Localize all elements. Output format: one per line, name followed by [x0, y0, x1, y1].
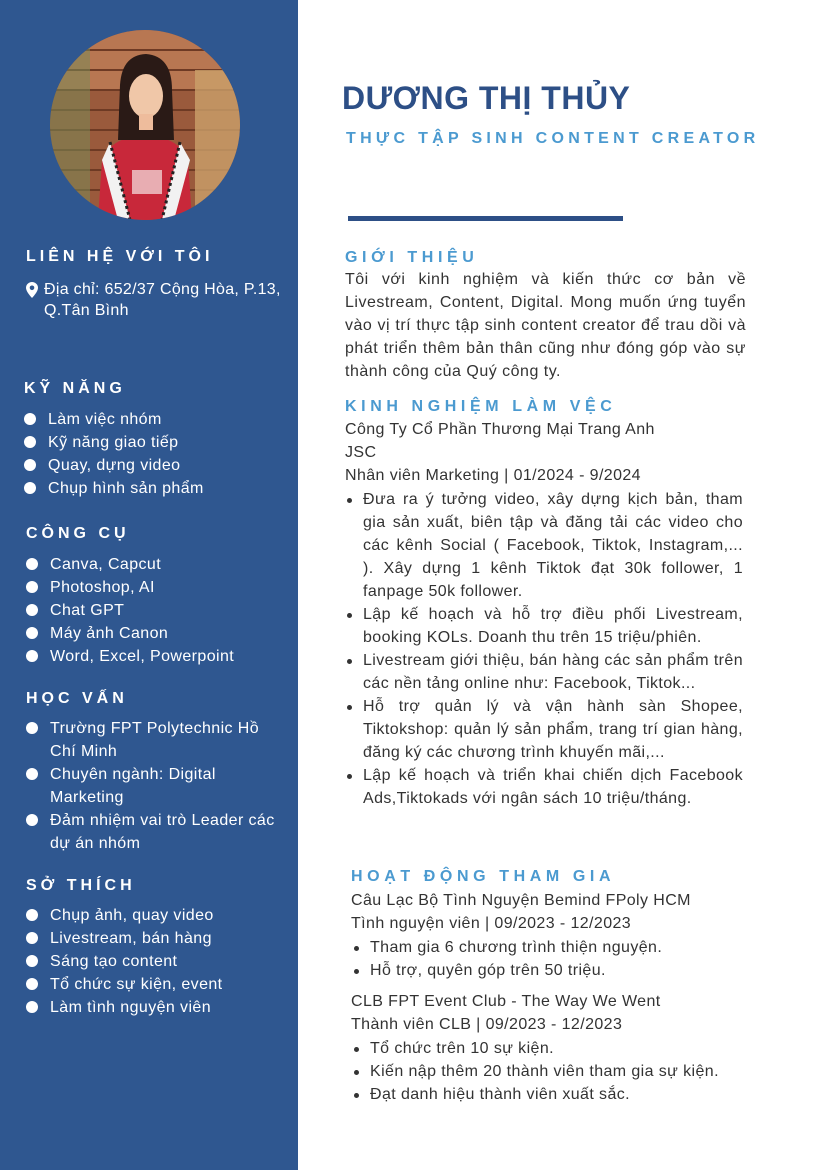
tool-item: Chat GPT	[26, 599, 234, 622]
activity-bullets	[352, 936, 772, 982]
tools-heading: CÔNG CỤ	[26, 525, 130, 542]
skill-item: Làm việc nhóm	[24, 408, 204, 431]
activity-bullets	[352, 1037, 772, 1106]
hobby-item: Tổ chức sự kiện, event	[26, 973, 223, 996]
address-text: Địa chỉ: 652/37 Cộng Hòa, P.13, Q.Tân Bình	[44, 281, 281, 319]
tool-item: Canva, Capcut	[26, 553, 234, 576]
skill-item: Kỹ năng giao tiếp	[24, 431, 204, 454]
skills-heading: KỸ NĂNG	[24, 380, 126, 397]
education-item: Trường FPT Polytechnic Hồ Chí Minh	[26, 717, 276, 763]
tools-list	[26, 553, 234, 668]
about-text: Tôi với kinh nghiệm và kiến thức cơ bản về Livestream, Content, Digital. Mong muốn ứng tuyển vào vị trí thực tập sinh content creator để trau dồi và phát triển thêm bản thân cũng như đóng góp vào sự thành công của Quý công ty.	[345, 271, 746, 380]
activity-bullet: Tham gia 6 chương trình thiện nguyện.	[352, 936, 772, 959]
hobby-item: Sáng tạo content	[26, 950, 223, 973]
hobbies-heading: SỞ THÍCH	[26, 877, 136, 894]
education-heading: HỌC VẤN	[26, 690, 128, 707]
profile-photo	[50, 30, 240, 220]
activity-bullet: Hỗ trợ, quyên góp trên 50 triệu.	[352, 959, 772, 982]
profile-photo-illustration	[50, 30, 240, 220]
activity-bullet: Đạt danh hiệu thành viên xuất sắc.	[352, 1083, 772, 1106]
candidate-name: DƯƠNG THỊ THỦY	[342, 80, 631, 116]
about-heading: GIỚI THIỆU	[345, 249, 479, 266]
activity-role: Tình nguyện viên | 09/2023 - 12/2023	[351, 915, 632, 932]
activity-org: CLB FPT Event Club - The Way We Went	[351, 993, 661, 1010]
tool-item: Máy ảnh Canon	[26, 622, 234, 645]
tool-item: Word, Excel, Powerpoint	[26, 645, 234, 668]
contact-address	[26, 279, 294, 321]
location-pin-icon	[26, 282, 38, 298]
experience-bullet: Lập kế hoạch và triển khai chiến dịch Facebook Ads,Tiktokads với ngân sách 10 triệu/tháng.	[345, 764, 743, 810]
activities-heading: HOẠT ĐỘNG THAM GIA	[351, 868, 616, 885]
contact-heading: LIÊN HỆ VỚI TÔI	[26, 248, 214, 265]
company-name-suffix: JSC	[345, 444, 377, 461]
skill-item: Quay, dựng video	[24, 454, 204, 477]
experience-bullet: Đưa ra ý tưởng video, xây dựng kịch bản, tham gia sản xuất, biên tập và đăng tải các video cho các kênh Social ( Facebook, Tiktok, Instagram,... ). Xây dựng 1 kênh Tiktok đạt 30k follower, 1 fanpage 50k follower.	[345, 488, 743, 603]
activity-org: Câu Lạc Bộ Tình Nguyện Bemind FPoly HCM	[351, 892, 691, 909]
experience-bullet: Lập kế hoạch và hỗ trợ điều phối Livestream, booking KOLs. Doanh thu trên 15 triệu/phiên.	[345, 603, 743, 649]
activity-role: Thành viên CLB | 09/2023 - 12/2023	[351, 1016, 623, 1033]
header-divider	[348, 216, 623, 221]
experience-bullet: Livestream giới thiệu, bán hàng các sản phẩm trên các nền tảng online như: Facebook, Tiktok...	[345, 649, 743, 695]
education-list	[26, 717, 276, 855]
hobby-item: Làm tình nguyện viên	[26, 996, 223, 1019]
candidate-role: THỰC TẬP SINH CONTENT CREATOR	[346, 130, 760, 147]
education-item: Đảm nhiệm vai trò Leader các dự án nhóm	[26, 809, 276, 855]
job-position: Nhân viên Marketing | 01/2024 - 9/2024	[345, 467, 641, 484]
activity-bullet: Kiến nập thêm 20 thành viên tham gia sự kiện.	[352, 1060, 772, 1083]
skill-item: Chụp hình sản phẩm	[24, 477, 204, 500]
tool-item: Photoshop, AI	[26, 576, 234, 599]
hobby-item: Livestream, bán hàng	[26, 927, 223, 950]
education-item: Chuyên ngành: Digital Marketing	[26, 763, 276, 809]
experience-bullets	[345, 488, 743, 810]
sidebar	[0, 0, 298, 1170]
hobby-item: Chụp ảnh, quay video	[26, 904, 223, 927]
company-name: Công Ty Cổ Phần Thương Mại Trang Anh	[345, 421, 655, 438]
activity-bullet: Tổ chức trên 10 sự kiện.	[352, 1037, 772, 1060]
experience-bullet: Hỗ trợ quản lý và vận hành sàn Shopee, Tiktokshop: quản lý sản phẩm, trang trí gian hàng, đăng ký các chương trình khuyến mãi,...	[345, 695, 743, 764]
hobbies-list	[26, 904, 223, 1019]
experience-heading: KINH NGHIỆM LÀM VỆC	[345, 398, 617, 415]
skills-list	[24, 408, 204, 500]
